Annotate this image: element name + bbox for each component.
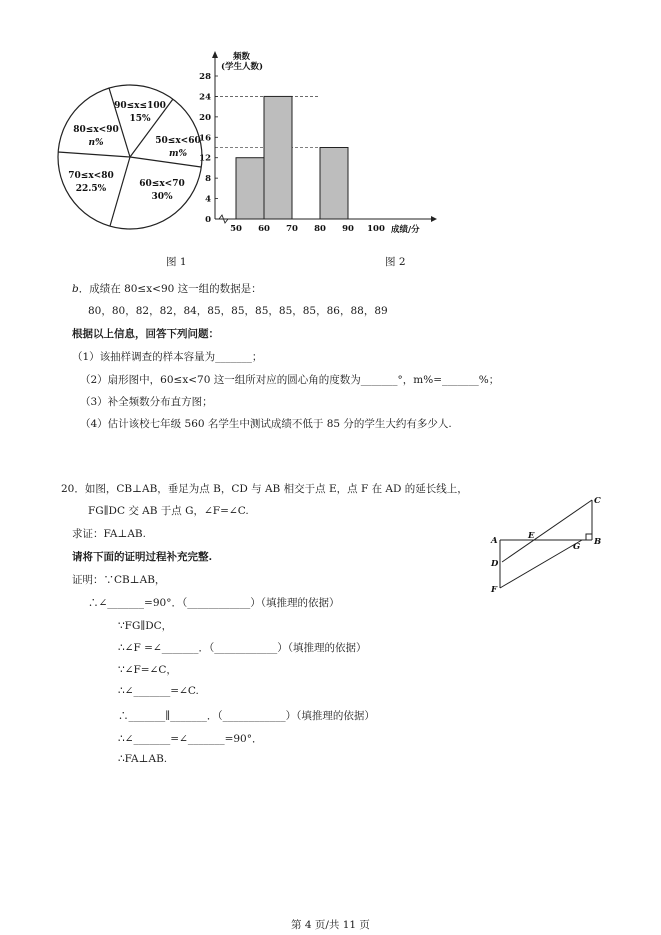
histogram-bar	[320, 148, 348, 220]
histogram-xlabel: 成绩/分	[391, 225, 420, 235]
proof-line: ∴∠_______=∠C.	[118, 685, 199, 697]
proof-line: ∵FG∥DC，	[118, 620, 173, 632]
proof-line: ∴_______∥_______．（____________）（填推理的依据）	[118, 710, 375, 722]
histogram-chart	[195, 45, 440, 245]
point-label: B	[594, 537, 602, 547]
pie-slice-label: 50≤x<60	[155, 136, 201, 146]
pie-slice-label: 70≤x<80	[68, 171, 114, 181]
y-tick-label: 20	[199, 112, 211, 123]
geometry-figure	[488, 492, 608, 597]
part-b-text	[72, 281, 262, 296]
pie-slice-pct: m%	[168, 149, 188, 159]
problem20-instruction: 请将下面的证明过程补充完整.	[72, 551, 213, 563]
x-tick-label: 50	[230, 224, 242, 234]
point-label: A	[491, 536, 498, 546]
problem20-line2: FG∥DC 交 AB 于点 G，∠F=∠C.	[88, 505, 249, 517]
part-b-data: 80，80，82，82，84，85，85，85，85，85，86，88，89	[88, 305, 388, 317]
question-4: （4）估计该校七年级 560 名学生中测试成绩不低于 85 分的学生大约有多少人.	[80, 418, 452, 430]
y-tick-label: 16	[199, 133, 211, 144]
histogram-ylabel: 频数	[233, 52, 251, 62]
y-axis-arrow	[212, 51, 218, 58]
pie-slice-label: 80≤x<90	[73, 125, 119, 135]
question-3: （3）补全频数分布直方图；	[80, 396, 213, 408]
pie-slice-pct: 22.5%	[75, 184, 107, 194]
pie-slice-pct: n%	[88, 138, 104, 148]
y-tick-label: 0	[205, 215, 211, 225]
proof-line: 证明：∵CB⊥AB，	[72, 574, 166, 586]
histogram-ylabel: (学生人数)	[221, 62, 264, 72]
histogram-bar	[236, 158, 264, 219]
question-1: （1）该抽样调查的样本容量为_______；	[72, 351, 263, 363]
x-tick-label: 100	[367, 224, 385, 234]
part-b-label: b	[72, 283, 79, 295]
y-tick-label: 12	[199, 153, 211, 164]
section-instruction: 根据以上信息，回答下列问题：	[72, 328, 219, 340]
histogram-bar	[264, 96, 292, 219]
point-label: D	[491, 559, 499, 569]
proof-line: ∴∠F =∠_______．（____________）（填推理的依据）	[118, 642, 367, 654]
pie-slice-pct: 15%	[129, 114, 151, 124]
part-b-desc: ．成绩在 80≤x<90 这一组的数据是：	[78, 283, 262, 295]
proof-line: ∴∠_______=90°．（____________）（填推理的依据）	[88, 597, 340, 609]
histogram-caption: 图 2	[385, 256, 406, 268]
pie-slice-pct: 30%	[151, 192, 173, 202]
pie-chart	[55, 82, 205, 232]
proof-line: ∴∠_______=∠_______=90°．	[118, 733, 263, 745]
problem-number: 20	[61, 483, 75, 495]
y-tick-label: 4	[205, 194, 211, 205]
pie-caption: 图 1	[166, 256, 187, 268]
page-footer: 第 4 页/共 11 页	[291, 919, 370, 931]
problem20-line1	[61, 481, 468, 496]
x-tick-label: 70	[286, 224, 298, 234]
proof-line: ∴FA⊥AB.	[118, 753, 168, 765]
problem20-prove: 求证：FA⊥AB.	[72, 528, 146, 540]
pie-slice-label: 90≤x≤100	[114, 101, 166, 111]
x-axis-arrow	[431, 216, 437, 222]
question-2: （2）扇形图中，60≤x<70 这一组所对应的圆心角的度数为_______°，m%=_______%；	[80, 374, 500, 386]
y-tick-label: 28	[199, 72, 211, 82]
y-tick-label: 24	[199, 92, 211, 103]
x-tick-label: 90	[342, 224, 354, 234]
point-label: E	[528, 531, 535, 541]
proof-line: ∵∠F=∠C，	[118, 664, 177, 676]
x-tick-label: 80	[314, 224, 326, 234]
point-label: C	[594, 496, 601, 506]
x-tick-label: 60	[258, 224, 270, 234]
problem20-statement: ．如图，CB⊥AB，垂足为点 B，CD 与 AB 相交于点 E，点 F 在 AD 的延长线上，	[74, 483, 468, 495]
point-label: G	[573, 542, 581, 552]
point-label: F	[491, 585, 498, 595]
pie-slice-label: 60≤x<70	[139, 179, 185, 189]
y-tick-label: 8	[205, 174, 211, 185]
